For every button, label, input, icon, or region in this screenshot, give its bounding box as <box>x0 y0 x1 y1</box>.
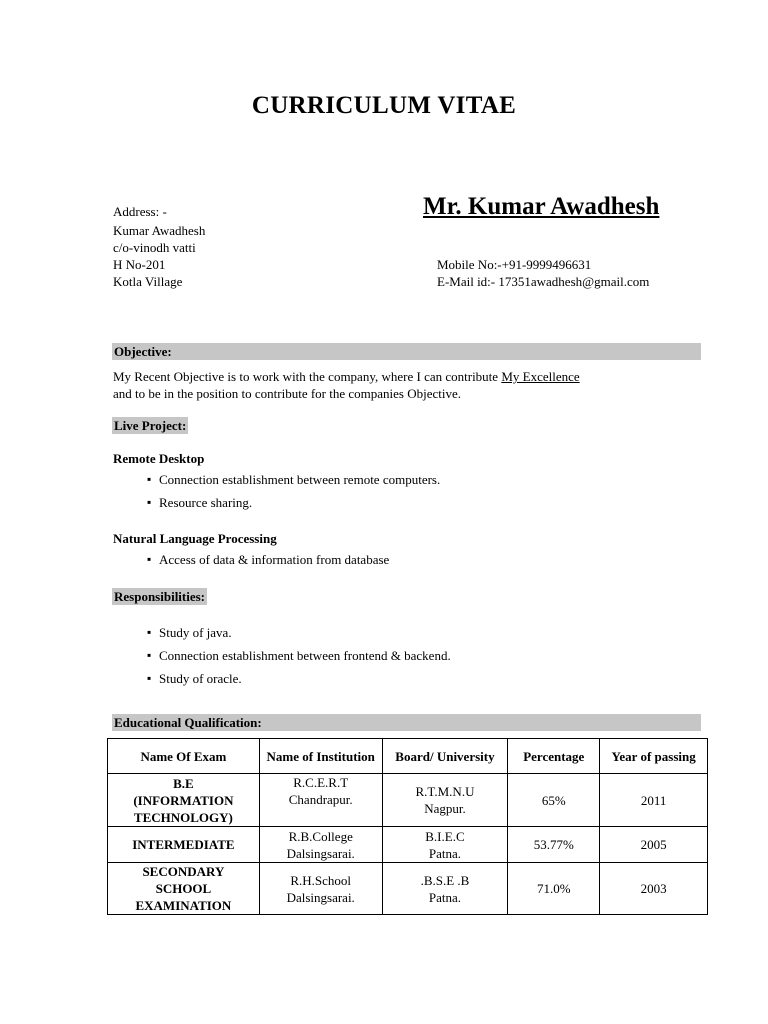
board-cell <box>382 827 508 863</box>
header-percentage: Percentage <box>508 739 600 774</box>
exam-line: INTERMEDIATE <box>132 837 235 852</box>
exam-line: TECHNOLOGY) <box>133 809 233 825</box>
table-row <box>108 827 708 863</box>
institution-line: R.H.School <box>290 872 352 888</box>
address-line-4: Kotla Village <box>113 274 183 289</box>
list-item: ▪ Access of data & information from database <box>147 548 389 571</box>
board-cell <box>382 863 508 915</box>
list-item: ▪ Resource sharing. <box>147 491 440 514</box>
institution-line: R.B.College <box>288 828 353 844</box>
project-points-nlp <box>147 548 389 571</box>
address-line-2: c/o-vinodh vatti <box>113 240 196 255</box>
institution-cell <box>259 863 382 915</box>
list-item: ▪ Connection establishment between remote computers. <box>147 468 440 491</box>
exam-line: B.E <box>173 775 194 791</box>
objective-text-part1: My Recent Objective is to work with the company, where I can contribute <box>113 369 502 384</box>
board-line: Nagpur. <box>424 801 466 816</box>
percentage-cell: 71.0% <box>508 863 600 915</box>
exam-cell <box>108 774 260 827</box>
exam-line: EXAMINATION <box>135 898 232 913</box>
board-line: B.I.E.C <box>425 828 465 844</box>
table-row <box>108 863 708 915</box>
year-cell: 2005 <box>600 827 708 863</box>
board-cell <box>382 774 508 827</box>
year-cell: 2011 <box>600 774 708 827</box>
exam-cell <box>108 827 260 863</box>
address-line-1: Kumar Awadhesh <box>113 223 206 238</box>
document-title: CURRICULUM VITAE <box>251 92 517 119</box>
project-points-remote-desktop <box>147 468 440 514</box>
objective-text <box>113 368 713 402</box>
responsibilities-heading: Responsibilities: <box>114 589 206 604</box>
institution-cell <box>259 774 382 827</box>
objective-heading: Objective: <box>112 343 701 360</box>
address-label: Address: - <box>113 204 167 219</box>
board-line: .B.S.E .B <box>420 872 470 888</box>
header-institution: Name of Institution <box>259 739 382 774</box>
responsibilities-list <box>147 621 451 690</box>
institution-line: Chandrapur. <box>288 792 353 807</box>
exam-line: (INFORMATION <box>133 792 234 808</box>
candidate-name: Mr. Kumar Awadhesh <box>423 193 660 220</box>
exam-cell <box>108 863 260 915</box>
list-item: ▪ Study of oracle. <box>147 667 451 690</box>
education-heading: Educational Qualification: <box>112 714 701 731</box>
board-line: Patna. <box>428 889 462 905</box>
board-line: R.T.M.N.U <box>415 784 475 799</box>
exam-line: SECONDARY <box>142 864 225 879</box>
institution-line: Dalsingsarai. <box>286 889 355 905</box>
percentage-cell: 53.77% <box>508 827 600 863</box>
mobile-number: Mobile No:-+91-9999496631 <box>437 257 592 272</box>
education-table <box>107 738 708 915</box>
institution-line: Dalsingsarai. <box>286 845 355 861</box>
institution-cell <box>259 827 382 863</box>
objective-text-underlined: My Excellence <box>501 369 580 384</box>
percentage-cell: 65% <box>508 774 600 827</box>
table-row <box>108 774 708 827</box>
exam-line: SCHOOL <box>155 881 212 896</box>
project-title-remote-desktop: Remote Desktop <box>113 451 205 466</box>
year-cell: 2003 <box>600 863 708 915</box>
address-line-3: H No-201 <box>113 257 166 272</box>
list-item: ▪ Connection establishment between frontend & backend. <box>147 644 451 667</box>
board-line: Patna. <box>428 845 462 861</box>
institution-line: R.C.E.R.T <box>293 775 349 790</box>
project-title-nlp: Natural Language Processing <box>113 531 277 546</box>
header-board: Board/ University <box>382 739 508 774</box>
email-address: E-Mail id:- 17351awadhesh@gmail.com <box>437 274 650 289</box>
header-year: Year of passing <box>600 739 708 774</box>
objective-text-line2: and to be in the position to contribute for the companies Objective. <box>113 386 462 401</box>
live-project-heading: Live Project: <box>114 418 187 433</box>
list-item: ▪ Study of java. <box>147 621 451 644</box>
header-exam: Name Of Exam <box>108 739 260 774</box>
table-header-row <box>108 739 708 774</box>
